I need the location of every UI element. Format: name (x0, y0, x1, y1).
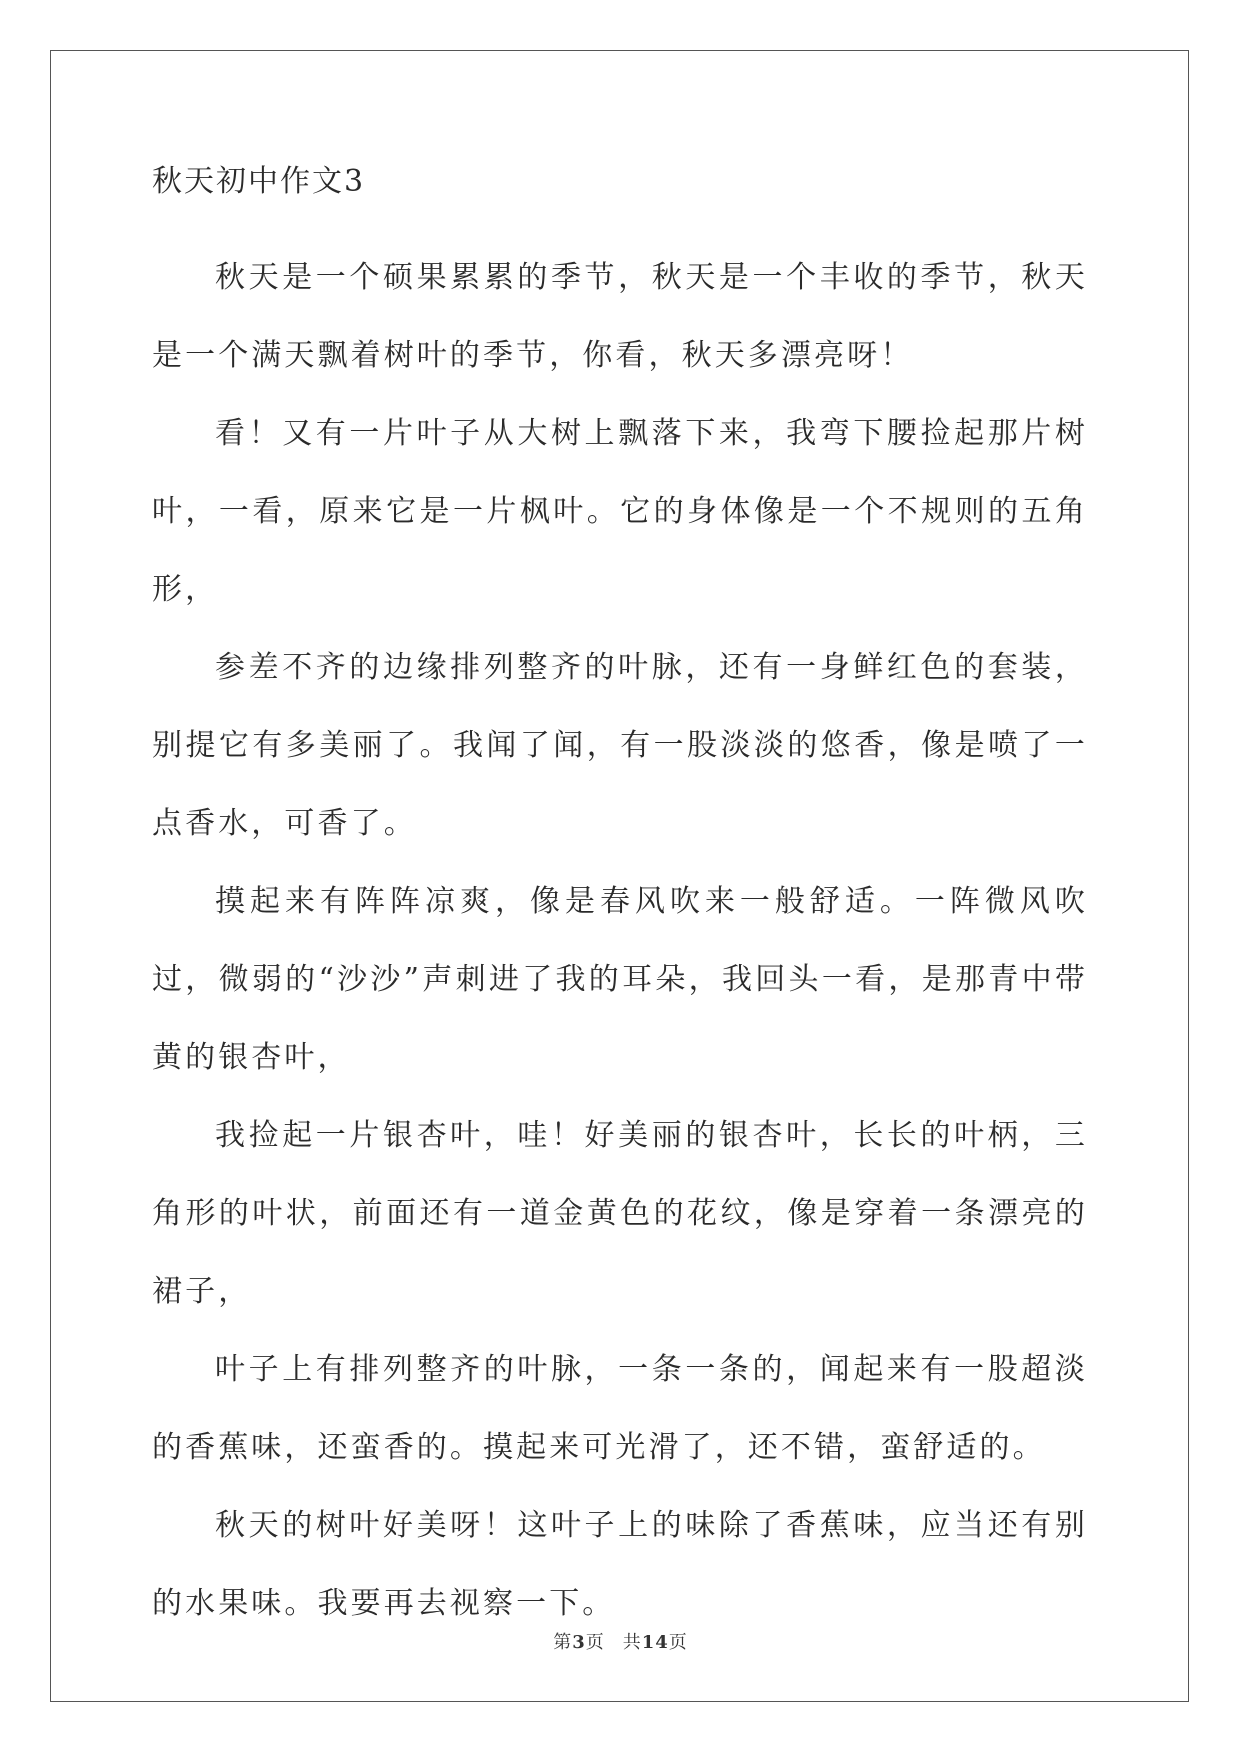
page-footer (0, 1628, 1241, 1654)
paragraph-5: 我捡起一片银杏叶，哇！好美丽的银杏叶，长长的叶柄，三角形的叶状，前面还有一道金黄色的花纹，像是穿着一条漂亮的裙子， (152, 1118, 1088, 1309)
document-body (152, 160, 1088, 1643)
page-label: 页 (585, 1632, 605, 1653)
total-label: 页 (668, 1632, 688, 1653)
paragraph-7: 秋天的树叶好美呀！这叶子上的味除了香蕉味，应当还有别的水果味。我要再去视察一下。 (152, 1508, 1088, 1621)
paragraph-4: 摸起来有阵阵凉爽，像是春风吹来一般舒适。一阵微风吹过，微弱的“沙沙”声刺进了我的耳朵，我回头一看，是那青中带黄的银杏叶， (152, 884, 1088, 1075)
paragraph-2: 看！又有一片叶子从大树上飘落下来，我弯下腰捡起那片树叶，一看，原来它是一片枫叶。它的身体像是一个不规则的五角形， (152, 416, 1088, 607)
page-prefix: 第 (553, 1632, 573, 1653)
document-title: 秋天初中作文3 (152, 164, 366, 199)
paragraph-6: 叶子上有排列整齐的叶脉，一条一条的，闻起来有一股超淡的香蕉味，还蛮香的。摸起来可光滑了，还不错，蛮舒适的。 (152, 1352, 1088, 1465)
paragraph-3: 参差不齐的边缘排列整齐的叶脉，还有一身鲜红色的套装，别提它有多美丽了。我闻了闻，有一股淡淡的悠香，像是喷了一点香水，可香了。 (152, 650, 1088, 841)
paragraph-1: 秋天是一个硕果累累的季节，秋天是一个丰收的季节，秋天是一个满天飘着树叶的季节，你看，秋天多漂亮呀！ (152, 260, 1088, 373)
total-page-number: 14 (641, 1632, 669, 1653)
current-page-number: 3 (572, 1632, 586, 1653)
total-prefix: 共 (622, 1632, 642, 1653)
